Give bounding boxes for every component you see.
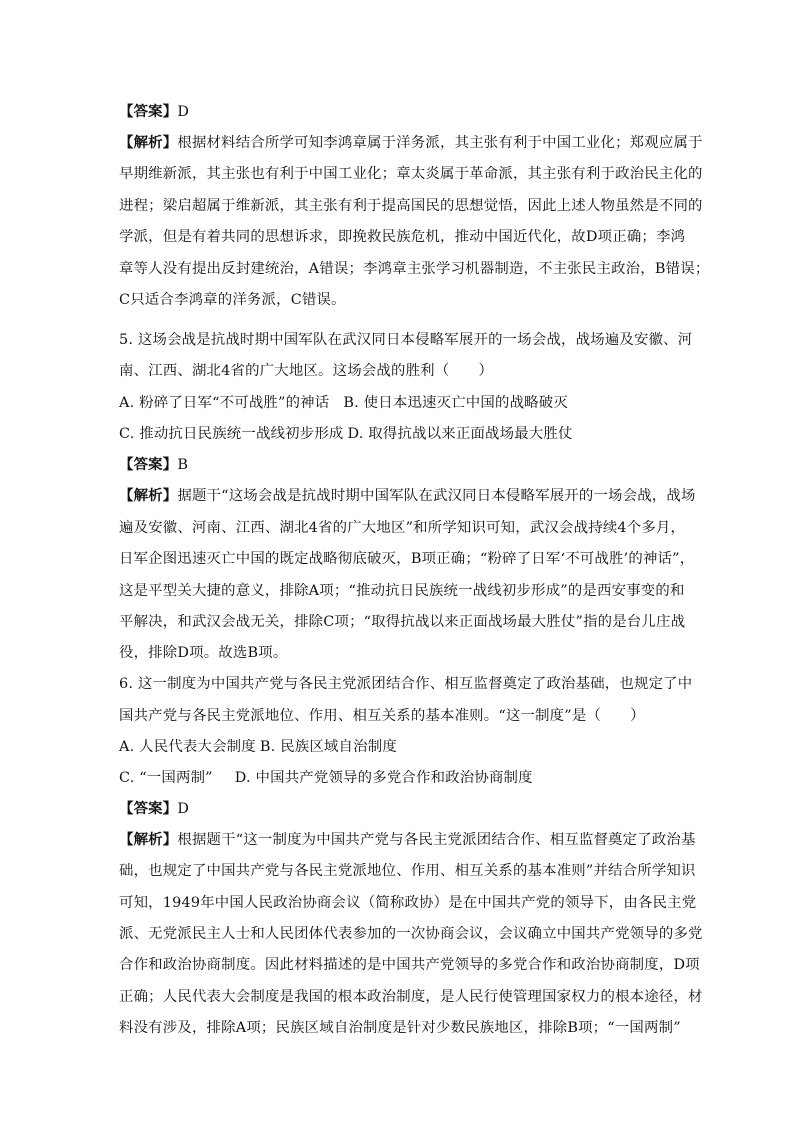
analysis-line-q6-3: 可知，1949年中国人民政治协商会议（简称政协）是在中国共产党的领导下，由各民主党: [119, 895, 697, 911]
analysis-line-q5-1: [119, 486, 696, 506]
analysis-line-q6-4: 派、无党派民主人士和人民团体代表参加的一次协商会议，会议确立中国共产党领导的多党: [119, 926, 703, 942]
analysis-line-q4-2: 早期维新派，其主张也有利于中国工业化；章太炎属于革命派，其主张有利于政治民主化的: [119, 166, 703, 182]
analysis-line-q6-1: [119, 830, 696, 850]
question-6-line-2: 国共产党与各民主党派地位、作用、相互关系的基本准则。“这一制度”是（ ）: [119, 708, 645, 724]
option-a: A. 人民代表大会制度: [119, 739, 256, 755]
analysis-line-q4-3: 进程；梁启超属于维新派，其主张有利于提高国民的思想觉悟，因此上述人物虽然是不同的: [119, 198, 703, 214]
answer-value: D: [177, 801, 190, 817]
analysis-line-q6-2: 础，也规定了中国共产党与各民主党派地位、作用、相互关系的基本准则”并结合所学知识: [119, 863, 696, 879]
answer-line-q5: [119, 455, 188, 475]
answer-label: 【答案】: [119, 103, 178, 120]
answer-label: 【答案】: [119, 800, 178, 817]
analysis-line-q6-5: 合作和政治协商制度。因此材料描述的是中国共产党领导的多党合作和政治协商制度，D项: [119, 957, 700, 973]
answer-value: D: [177, 104, 190, 120]
analysis-label: 【解析】: [119, 134, 178, 151]
analysis-label: 【解析】: [119, 487, 178, 504]
question-6-options-ab: [119, 737, 397, 757]
analysis-line-q5-5: 平解决，和武汉会战无关，排除C项；“取得抗战以来正面战场最大胜仗”指的是台儿庄战: [119, 614, 686, 630]
option-b: B. 使日本迅速灭亡中国的战略破灭: [343, 395, 568, 411]
option-c: C. 推动抗日民族统一战线初步形成: [119, 426, 344, 442]
analysis-text: 根据题干“这一制度为中国共产党与各民主党派团结合作、相互监督奠定了政治基: [177, 832, 696, 848]
question-5-line-2: 南、江西、湖北4省的广大地区。这场会战的胜利（ ）: [119, 363, 494, 379]
analysis-line-q4-1: [119, 133, 703, 153]
analysis-line-q5-2: 遍及安徽、河南、江西、湖北4省的广大地区”和所学知识可知，武汉会战持续4个多月，: [119, 520, 686, 536]
analysis-line-q5-4: 这是平型关大捷的意义，排除A项；“推动抗日民族统一战线初步形成”的是西安事变的和: [119, 583, 685, 599]
option-a: A. 粉碎了日军“不可战胜”的神话: [119, 395, 330, 411]
analysis-line-q6-7: 料没有涉及，排除A项；民族区域自治制度是针对少数民族地区，排除B项；“一国两制”: [119, 1020, 681, 1036]
analysis-line-q4-6: C只适合李鸿章的洋务派，C错误。: [119, 292, 346, 308]
answer-line-q6: [119, 799, 189, 819]
question-5-line-1: 5. 这场会战是抗战时期中国军队在武汉同日本侵略军展开的一场会战，战场遍及安徽、河: [119, 332, 693, 348]
option-d: D. 中国共产党领导的多党合作和政治协商制度: [234, 770, 533, 786]
answer-value: B: [177, 457, 189, 473]
analysis-label: 【解析】: [119, 831, 178, 848]
analysis-text: 根据材料结合所学可知李鸿章属于洋务派，其主张有利于中国工业化；郑观应属于: [177, 135, 703, 151]
question-6-options-cd: [119, 768, 533, 788]
question-5-options-cd: [119, 424, 573, 444]
question-5-options-ab: [119, 393, 568, 413]
option-d: D. 取得抗战以来正面战场最大胜仗: [347, 426, 573, 442]
analysis-line-q4-4: 学派，但是有着共同的思想诉求，即挽救民族危机，推动中国近代化，故D项正确；李鸿: [119, 229, 686, 245]
option-b: B. 民族区域自治制度: [259, 739, 397, 755]
option-c: C. “一国两制”: [119, 770, 213, 786]
answer-label: 【答案】: [119, 456, 178, 473]
analysis-line-q5-3: 日军企图迅速灭亡中国的既定战略彻底破灭，B项正确；“粉碎了日军‘不可战胜’的神话”，: [119, 551, 695, 567]
question-6-line-1: 6. 这一制度为中国共产党与各民主党派团结合作、相互监督奠定了政治基础，也规定了中: [119, 676, 693, 692]
analysis-line-q5-6: 役，排除D项。故选B项。: [119, 645, 288, 661]
analysis-line-q6-6: 正确；人民代表大会制度是我国的根本政治制度，是人民行使管理国家权力的根本途径，材: [119, 989, 703, 1005]
analysis-line-q4-5: 章等人没有提出反封建统治，A错误；李鸿章主张学习机器制造，不主张民主政治，B错误；: [119, 261, 710, 277]
answer-line-q4: [119, 102, 189, 122]
analysis-text: 据题干“这场会战是抗战时期中国军队在武汉同日本侵略军展开的一场会战，战场: [177, 488, 696, 504]
